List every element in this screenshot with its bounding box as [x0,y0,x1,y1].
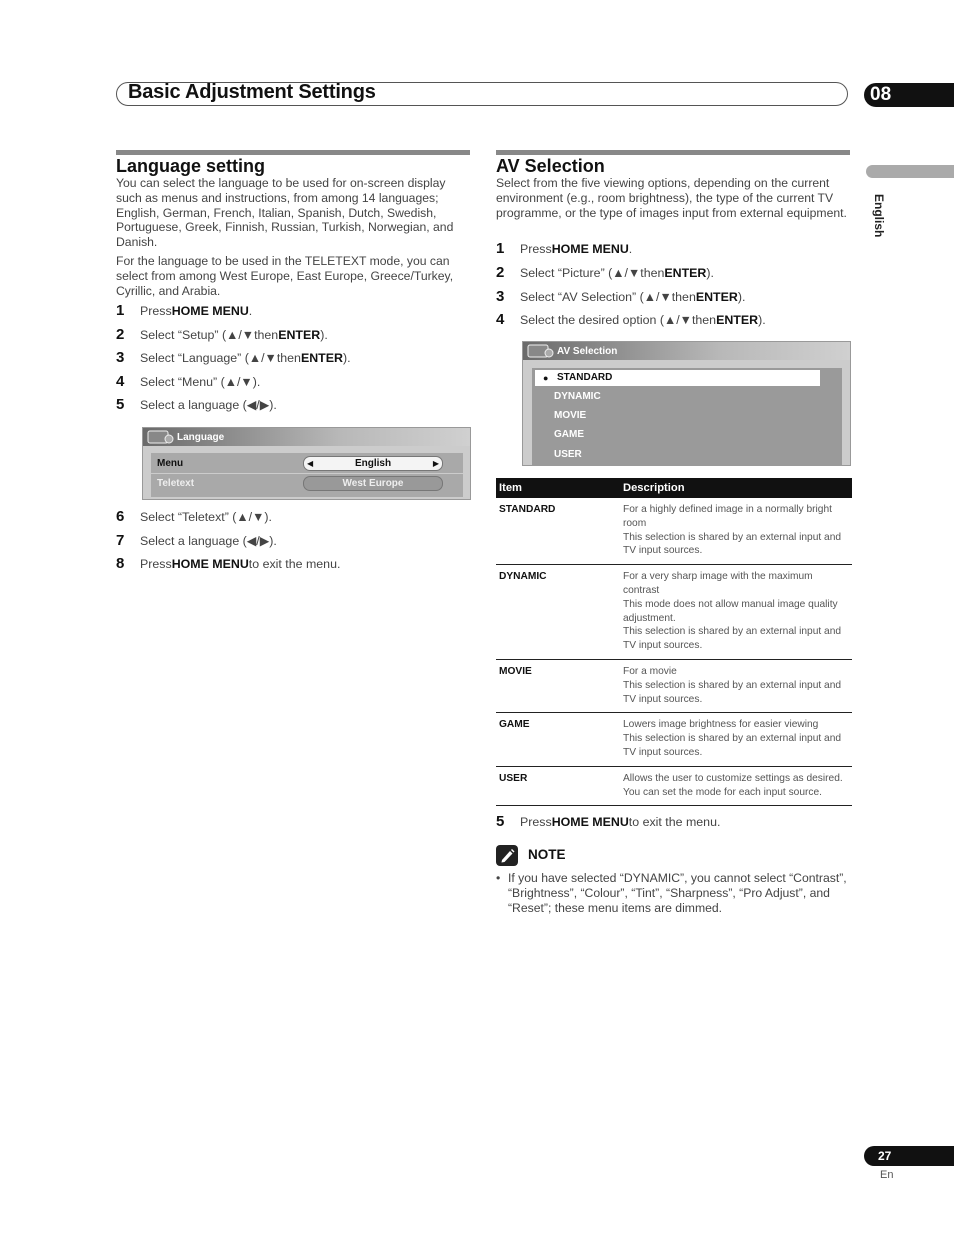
menu-row-label: Menu [157,458,184,469]
teletext-language-value: West Europe [342,478,404,489]
av-step-1: 1 Press HOME MENU . [496,240,633,257]
up-down-arrow-icon: ▲/▼ [236,510,265,524]
language-step-2: 2 Select “Setup” ( ▲/▼ then ENTER ). [116,326,328,343]
left-right-arrow-icon: ◀/▶ [246,534,270,548]
av-step-5-wrap [496,813,852,830]
av-option-movie[interactable]: MOVIE [554,410,587,421]
language-step-5: 5 Select a language ( ◀/▶ ). [116,396,277,413]
language-para-2: For the language to be used in the TELETEXT mode, you can select from among West Europe, East Europe, Greece/Turkey, Cyrillic, and Arabia. [116,254,454,298]
up-down-arrow-icon: ▲/▼ [226,328,255,342]
section-bar-av [496,150,850,155]
page-language: En [880,1169,894,1181]
chapter-number: 08 [870,84,892,105]
av-option-standard[interactable]: ● STANDARD [535,370,820,386]
table-cell-description: Lowers image brightness for easier viewing This selection is shared by an external input and TV input sources. [620,713,852,766]
av-step-3: 3 Select “AV Selection” ( ▲/▼ then ENTER ). [496,288,746,305]
table-cell-description: For a movie This selection is shared by an external input and TV input sources. [620,659,852,712]
language-menu-header [143,428,470,446]
table-row [496,498,852,565]
av-menu-panel [532,368,842,466]
note-text: If you have selected “DYNAMIC”, you cannot select “Contrast”, “Brightness”, “Colour”, “Tint”, “Sharpness”, “Pro Adjust”, and “Reset”; these menu items are dimmed. [508,871,847,915]
table-row [496,766,852,806]
table-header-row [496,478,852,498]
selected-dot-icon: ● [543,373,549,383]
left-right-arrow-icon: ◀/▶ [246,398,270,412]
teletext-row-label: Teletext [157,478,195,489]
side-tab [866,165,954,178]
av-option-dynamic[interactable]: DYNAMIC [554,391,601,402]
av-option-game[interactable]: GAME [554,429,584,440]
up-down-arrow-icon: ▲/▼ [248,351,277,365]
picture-menu-icon [527,343,555,359]
note-pencil-icon [496,845,518,866]
language-step-6: 6 Select “Teletext” ( ▲/▼ ). [116,508,272,525]
av-steps [496,240,852,334]
table-cell-item: USER [496,766,620,806]
language-step-7: 7 Select a language ( ◀/▶ ). [116,532,277,549]
table-row [496,713,852,766]
table-header-item: Item [496,478,620,498]
arrow-right-icon[interactable]: ▶ [432,459,439,468]
av-description-table [496,478,852,806]
up-down-arrow-icon: ▲/▼ [612,266,641,280]
table-cell-description: For a highly defined image in a normally bright room This selection is shared by an external input and TV input sources. [620,498,852,565]
language-step-8: 8 Press HOME MENU to exit the menu. [116,555,341,572]
language-menu-screen [142,427,471,500]
table-cell-description: For a very sharp image with the maximum contrast This mode does not allow manual image quality adjustment. This selection is shared by an external input and TV input sources. [620,565,852,660]
table-cell-item: DYNAMIC [496,565,620,660]
av-step-2: 2 Select “Picture” ( ▲/▼ then ENTER ). [496,264,714,281]
av-step-4: 4 Select the desired option ( ▲/▼ then ENTER ). [496,311,766,328]
language-steps [116,302,472,419]
av-step-5: 5 Press HOME MENU to exit the menu. [496,813,721,830]
av-para: Select from the five viewing options, depending on the current environment (e.g., room brightness), the type of the current TV programme, or the type of images input from external equipment. [496,176,847,220]
up-down-arrow-icon: ▲/▼ [643,290,672,304]
menu-language-value: English [354,458,392,469]
table-row [496,565,852,660]
table-header-description: Description [620,478,852,498]
side-language-label [862,194,892,244]
language-steps-2 [116,508,472,578]
up-down-arrow-icon: ▲/▼ [663,313,692,327]
page-number: 27 [878,1149,892,1163]
table-cell-item: GAME [496,713,620,766]
language-step-1: 1 Press HOME MENU . [116,302,253,319]
note-bullet: • [496,871,501,885]
settings-menu-icon [147,429,175,445]
table-cell-item: STANDARD [496,498,620,565]
table-row [496,659,852,712]
section-bar-language [116,150,470,155]
up-down-arrow-icon: ▲/▼ [224,375,253,389]
language-section-title: Language setting [116,156,266,176]
page-title: Basic Adjustment Settings [128,81,376,103]
av-menu-header [523,342,850,360]
language-menu-panel [151,453,463,497]
table-cell-item: MOVIE [496,659,620,712]
arrow-left-icon[interactable]: ◀ [307,459,314,468]
av-menu-title: AV Selection [557,345,618,357]
table-cell-description: Allows the user to customize settings as desired. You can set the mode for each input source. [620,766,852,806]
av-section-title: AV Selection [496,156,605,176]
note-title: NOTE [528,847,566,862]
language-para-1: You can select the language to be used for on-screen display such as menus and instructions, from among 14 languages; English, German, French, Italian, Spanish, Dutch, Swedish, Portuguese, Greek, Finnish, Russian, Turkish, Norwegian, and Danish. [116,176,454,250]
note-item [496,871,852,915]
menu-language-selector[interactable] [303,456,443,471]
language-menu-title: Language [177,431,225,443]
language-step-3: 3 Select “Language” ( ▲/▼ then ENTER ). [116,349,351,366]
side-language-text: English [872,194,886,238]
teletext-language-selector[interactable] [303,476,443,491]
av-menu-screen [522,341,851,466]
pencil-icon [496,845,518,866]
av-option-user[interactable]: USER [554,449,582,460]
language-step-4: 4 Select “Menu” ( ▲/▼ ). [116,373,261,390]
